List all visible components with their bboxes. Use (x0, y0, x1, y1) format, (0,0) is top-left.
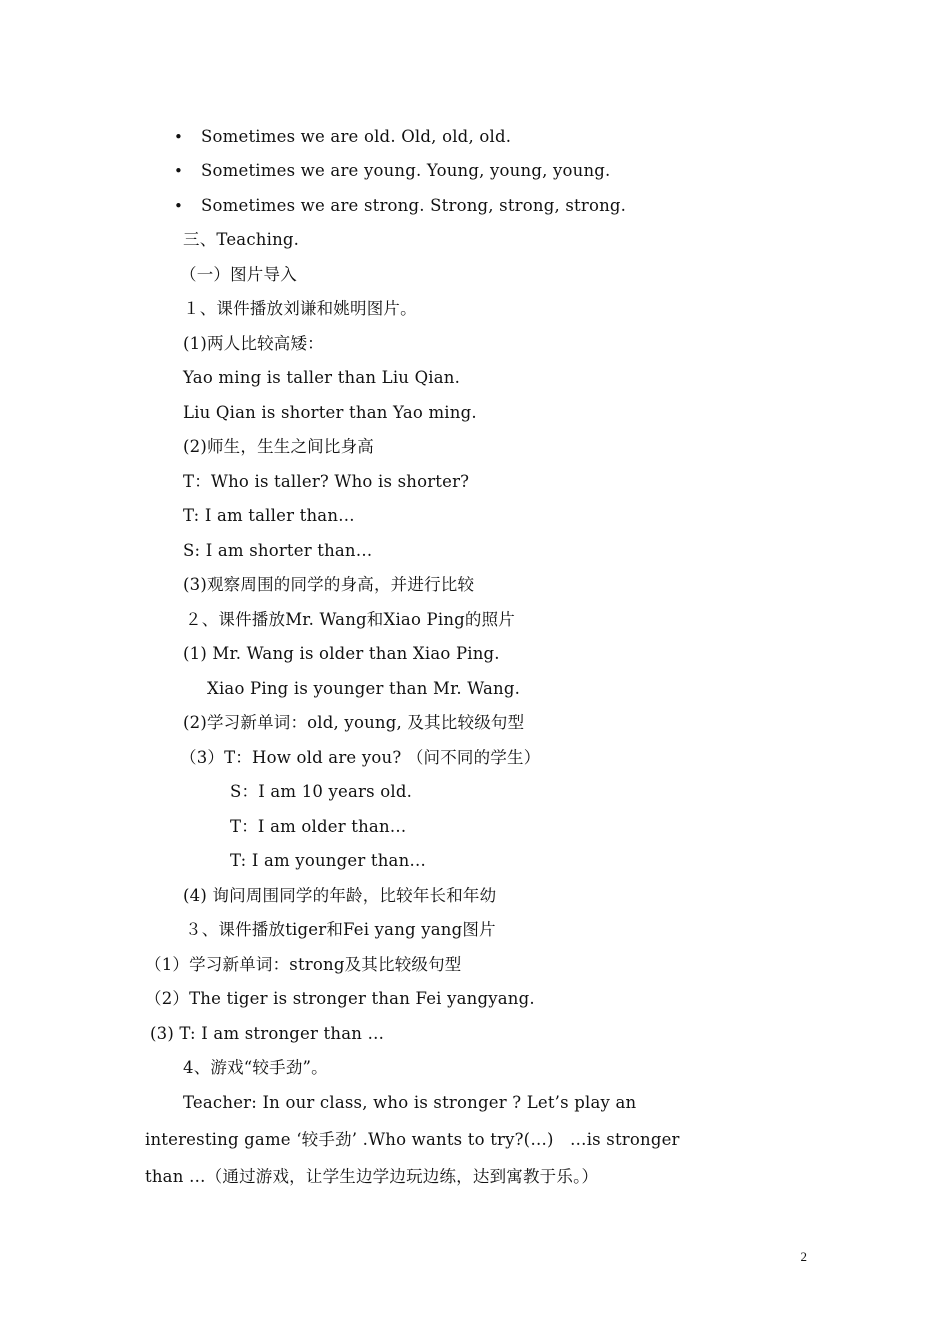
dialogue-line: S：I am 10 years old. (230, 782, 413, 801)
dialogue-line: S: I am shorter than… (183, 541, 373, 560)
step-item: (2)学习新单词：old, young, 及其比较级句型 (183, 713, 525, 732)
step-item: (4) 询问周围同学的年龄，比较年长和年幼 (183, 886, 497, 905)
paragraph-line: Teacher: In our class, who is stronger ? Let’s play an (183, 1093, 637, 1112)
step-item: (1)两人比较高矮： (183, 334, 324, 353)
dialogue-line: T：I am older than… (230, 817, 407, 836)
dialogue-line: T: I am taller than… (183, 506, 355, 525)
bullet-line-old: Sometimes we are old. Old, old, old. (201, 127, 512, 146)
example-sentence: Yao ming is taller than Liu Qian. (183, 368, 461, 387)
page-number: 2 (800, 1249, 807, 1264)
step-item: （3）T：How old are you? （问不同的学生） (180, 748, 541, 767)
subsection-heading: （一）图片导入 (180, 265, 297, 284)
example-sentence: Liu Qian is shorter than Yao ming. (183, 403, 477, 422)
bullet-marker: • (174, 162, 183, 180)
example-sentence: Xiao Ping is younger than Mr. Wang. (207, 679, 521, 698)
step-item: （1）学习新单词：strong及其比较级句型 (145, 955, 462, 974)
bullet-line-strong: Sometimes we are strong. Strong, strong, strong. (201, 196, 627, 215)
step-item: (2)师生，生生之间比身高 (183, 437, 374, 456)
step-heading: 4、游戏“较手劲”。 (183, 1058, 328, 1077)
paragraph-line: than …（通过游戏，让学生边学边玩边练，达到寓教于乐。） (145, 1167, 599, 1186)
step-heading: １、课件播放刘谦和姚明图片。 (183, 299, 417, 318)
dialogue-line: T: I am younger than… (230, 851, 427, 870)
dialogue-line: T：Who is taller? Who is shorter? (183, 472, 470, 491)
step-item: (3) T: I am stronger than … (150, 1024, 385, 1043)
step-heading: ２、课件播放Mr. Wang和Xiao Ping的照片 (185, 610, 516, 629)
paragraph-line: interesting game ‘较手劲’ .Who wants to try?(…) …is stronger (145, 1130, 680, 1149)
bullet-line-young: Sometimes we are young. Young, young, young. (201, 161, 611, 180)
bullet-marker: • (174, 197, 183, 215)
step-item: (1) Mr. Wang is older than Xiao Ping. (183, 644, 500, 663)
section-heading: 三、Teaching. (183, 230, 300, 249)
step-heading: ３、课件播放tiger和Fei yang yang图片 (185, 920, 496, 939)
step-item: （2）The tiger is stronger than Fei yangyang. (145, 989, 535, 1008)
bullet-marker: • (174, 128, 183, 146)
step-item: (3)观察周围的同学的身高，并进行比较 (183, 575, 475, 594)
